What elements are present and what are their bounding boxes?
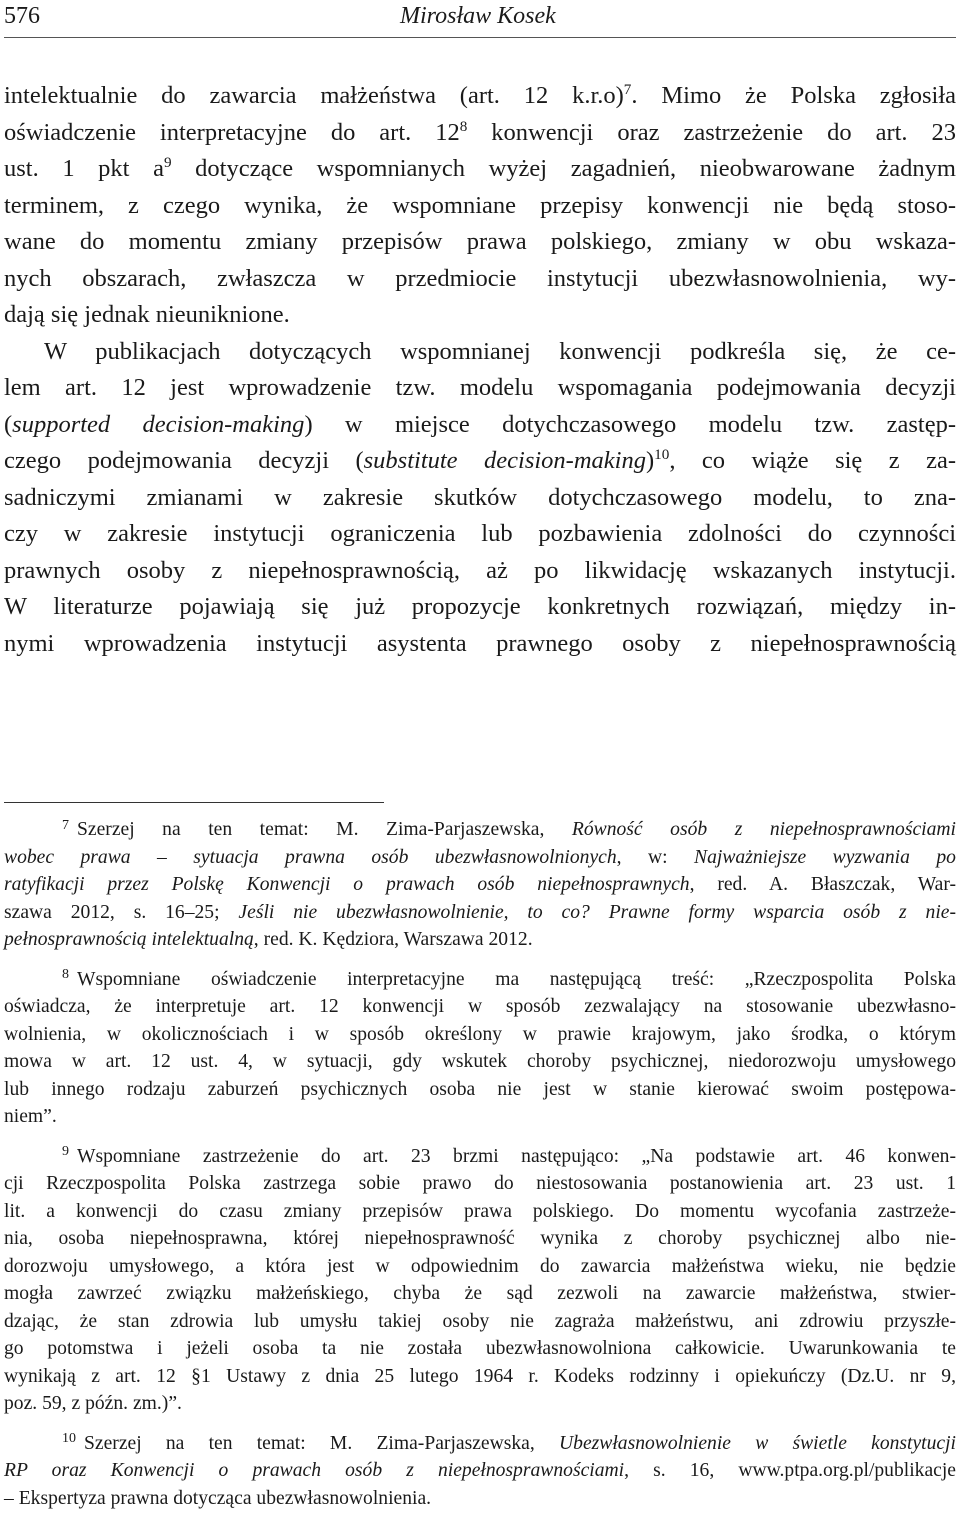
running-head-author: Mirosław Kosek: [400, 3, 556, 29]
footnote-line: nia, osoba niepełnosprawna, której niepełnosprawność wynika z choroby psychicznej albo nie-: [4, 1228, 956, 1249]
footnote-line: $^9$ Wspomniane zastrzeżenie do art. 23 brzmi następująco: „Na podstawie art. 46 konwen-: [62, 1144, 956, 1167]
text-line: wane do momentu zmiany przepisów prawa polskiego, zmiany w obu wskaza-: [4, 228, 956, 255]
footnote-line: lub innego rodzaju zaburzeń psychicznych osoba nie jest w stanie kierować swoim postępowa-: [4, 1078, 956, 1100]
text-line: W literaturze pojawiają się już propozycje konkretnych rozwiązań, między in-: [4, 593, 956, 620]
text-line: sadniczymi zmianami w zakresie skutków dotychczasowego modelu, to zna-: [4, 483, 956, 511]
footnote-line: dorozwoju umysłowego, a która jest w odpowiednim do zawarcia małżeństwa wieku, nie będzie: [4, 1255, 956, 1277]
italic-term: supported decision-making: [12, 410, 305, 438]
text-line: (supported decision-making) w miejsce dotychczasowego modelu tzw. zastęp-: [4, 410, 956, 438]
footnote-line: szawa 2012, s. 16–25; Jeśli nie ubezwłasnowolnienie, to co? Prawne formy wsparcia osób z nie-: [4, 901, 956, 923]
text-line: czego podejmowania decyzji (substitute decision-making)$^{10}$, co wiąże się z za-: [4, 446, 956, 474]
text-line: dają się jednak nieuniknione.: [4, 301, 290, 328]
footnote-line: poz. 59, z późn. zm.)”.: [4, 1393, 182, 1414]
main-text: [4, 78, 956, 662]
footnote-line: lit. a konwencji do czasu zmiany przepisów prawa polskiego. Do momentu wycofania zastrzeże-: [4, 1200, 956, 1222]
footnote-line: $^8$ Wspomniane oświadczenie interpretacyjne ma następującą treść: „Rzeczpospolita Polska: [62, 967, 956, 990]
footnote-link[interactable]: , s. 16, www.ptpa.org.pl/publikacje: [624, 1460, 956, 1481]
footnote-separator: [4, 802, 384, 803]
footnote-line: ratyfikacji przez Polskę Konwencji o prawach osób niepełnosprawnych, red. A. Błaszczak, War-: [4, 874, 956, 895]
footnote-mark: 8: [62, 967, 69, 983]
footnote-line: go potomstwa i jeżeli osoba ta nie została ubezwłasnowolniona całkowicie. Uwarunkowania te: [4, 1338, 956, 1359]
footnote-line: RP oraz Konwencji o prawach osób z niepełnosprawnościami, s. 16, www.ptpa.org.pl/publikacje: [4, 1460, 956, 1481]
footnote-line: wynikają z art. 12 §1 Ustawy z dnia 25 lutego 1964 r. Kodeks rodzinny i opiekuńczy (Dz.U. nr 9,: [4, 1365, 956, 1387]
footnote-mark: 9: [62, 1144, 69, 1160]
footnote-line: dzając, że stan zdrowia lub umysłu takiej osoby nie zagraża małżeństwu, ani zdrowiu przyszłe-: [4, 1310, 956, 1332]
footnote-8: [4, 966, 956, 1131]
text-line: terminem, z czego wynika, że wspomniane przepisy konwencji nie będą stoso-: [4, 191, 956, 219]
footnote-line: mogła zawrzeć związku małżeńskiego, chyba że sąd zezwoli na zawarcie małżeństwa, stwier-: [4, 1283, 956, 1304]
text-line: intelektualnie do zawarcia małżeństwa (art. 12 k.r.o)$^7$. Mimo że Polska zgłosiła: [4, 81, 956, 109]
text-line: nymi wprowadzenia instytucji asystenta prawnego osoby z niepełnosprawnością: [4, 629, 956, 657]
footnote-line: wobec prawa – sytuacja prawna osób ubezwłasnowolnionych, w: Najważniejsze wyzwania po: [4, 846, 956, 868]
footnote-ref-8[interactable]: 8: [459, 117, 468, 135]
footnote-line: $^{10}$ Szerzej na ten temat: M. Zima-Parjaszewska, Ubezwłasnowolnienie w świetle konstytucji: [62, 1431, 956, 1454]
footnote-10: [4, 1430, 956, 1513]
footnote-mark: 10: [62, 1431, 76, 1447]
page-number: 576: [4, 3, 40, 29]
running-header: [4, 2, 956, 36]
footnote-mark: 7: [62, 817, 69, 833]
text-line: oświadczenie interpretacyjne do art. $12^8$ konwencji oraz zastrzeżenie do art. 23: [4, 117, 957, 146]
footnote-line: $^7$ Szerzej na ten temat: M. Zima-Parjaszewska, Równość osób z niepełnosprawnościami: [62, 817, 956, 840]
header-rule: [4, 37, 956, 38]
footnote-line: cji Rzeczpospolita Polska zastrzega sobie prawo do niestosowania postanowienia art. 23 ust. 1: [4, 1173, 956, 1194]
footnote-line: niem”.: [4, 1106, 57, 1127]
footnote-line: wolnienia, w okolicznościach i w sposób określony w prawie krajowym, jako środka, o którym: [4, 1023, 956, 1045]
text-line: lem art. 12 jest wprowadzenie tzw. modelu wspomagania podejmowania decyzji: [4, 374, 956, 401]
footnote-line: mowa w art. 12 ust. 4, w sytuacji, gdy wskutek choroby psychicznej, niedorozwoju umysłowego: [4, 1051, 956, 1072]
text-line: ust. 1 pkt $a^9$ dotyczące wspomnianych wyżej zagadnień, nieobwarowane żadnym: [4, 154, 956, 182]
italic-term: substitute decision-making: [363, 447, 646, 474]
footnote-line: pełnosprawnością intelektualną, red. K. Kędziora, Warszawa 2012.: [4, 929, 533, 950]
footnotes: [4, 816, 956, 1512]
text-line: prawnych osoby z niepełnosprawnością, aż po likwidację wskazanych instytucji.: [4, 556, 956, 584]
footnote-ref-7[interactable]: 7: [623, 81, 632, 99]
footnote-ref-10[interactable]: 10: [654, 446, 670, 464]
footnote-ref-9[interactable]: 9: [163, 154, 172, 172]
text-line: czy w zakresie instytucji ograniczenia lub pozbawienia zdolności do czynności: [4, 520, 956, 547]
text-line: nych obszarach, zwłaszcza w przedmiocie instytucji ubezwłasnowolnienia, wy-: [4, 264, 956, 292]
footnote-7: [4, 816, 956, 954]
footnote-line: – Ekspertyza prawna dotycząca ubezwłasnowolnienia.: [4, 1487, 432, 1509]
footnote-9: [4, 1143, 956, 1418]
paragraph-start: W publikacjach dotyczących wspomnianej konwencji podkreśla się, że ce-: [44, 337, 956, 365]
footnote-line: oświadcza, że interpretuje art. 12 konwencji w sposób zezwalający na stosowanie ubezwłasno-: [4, 996, 956, 1017]
